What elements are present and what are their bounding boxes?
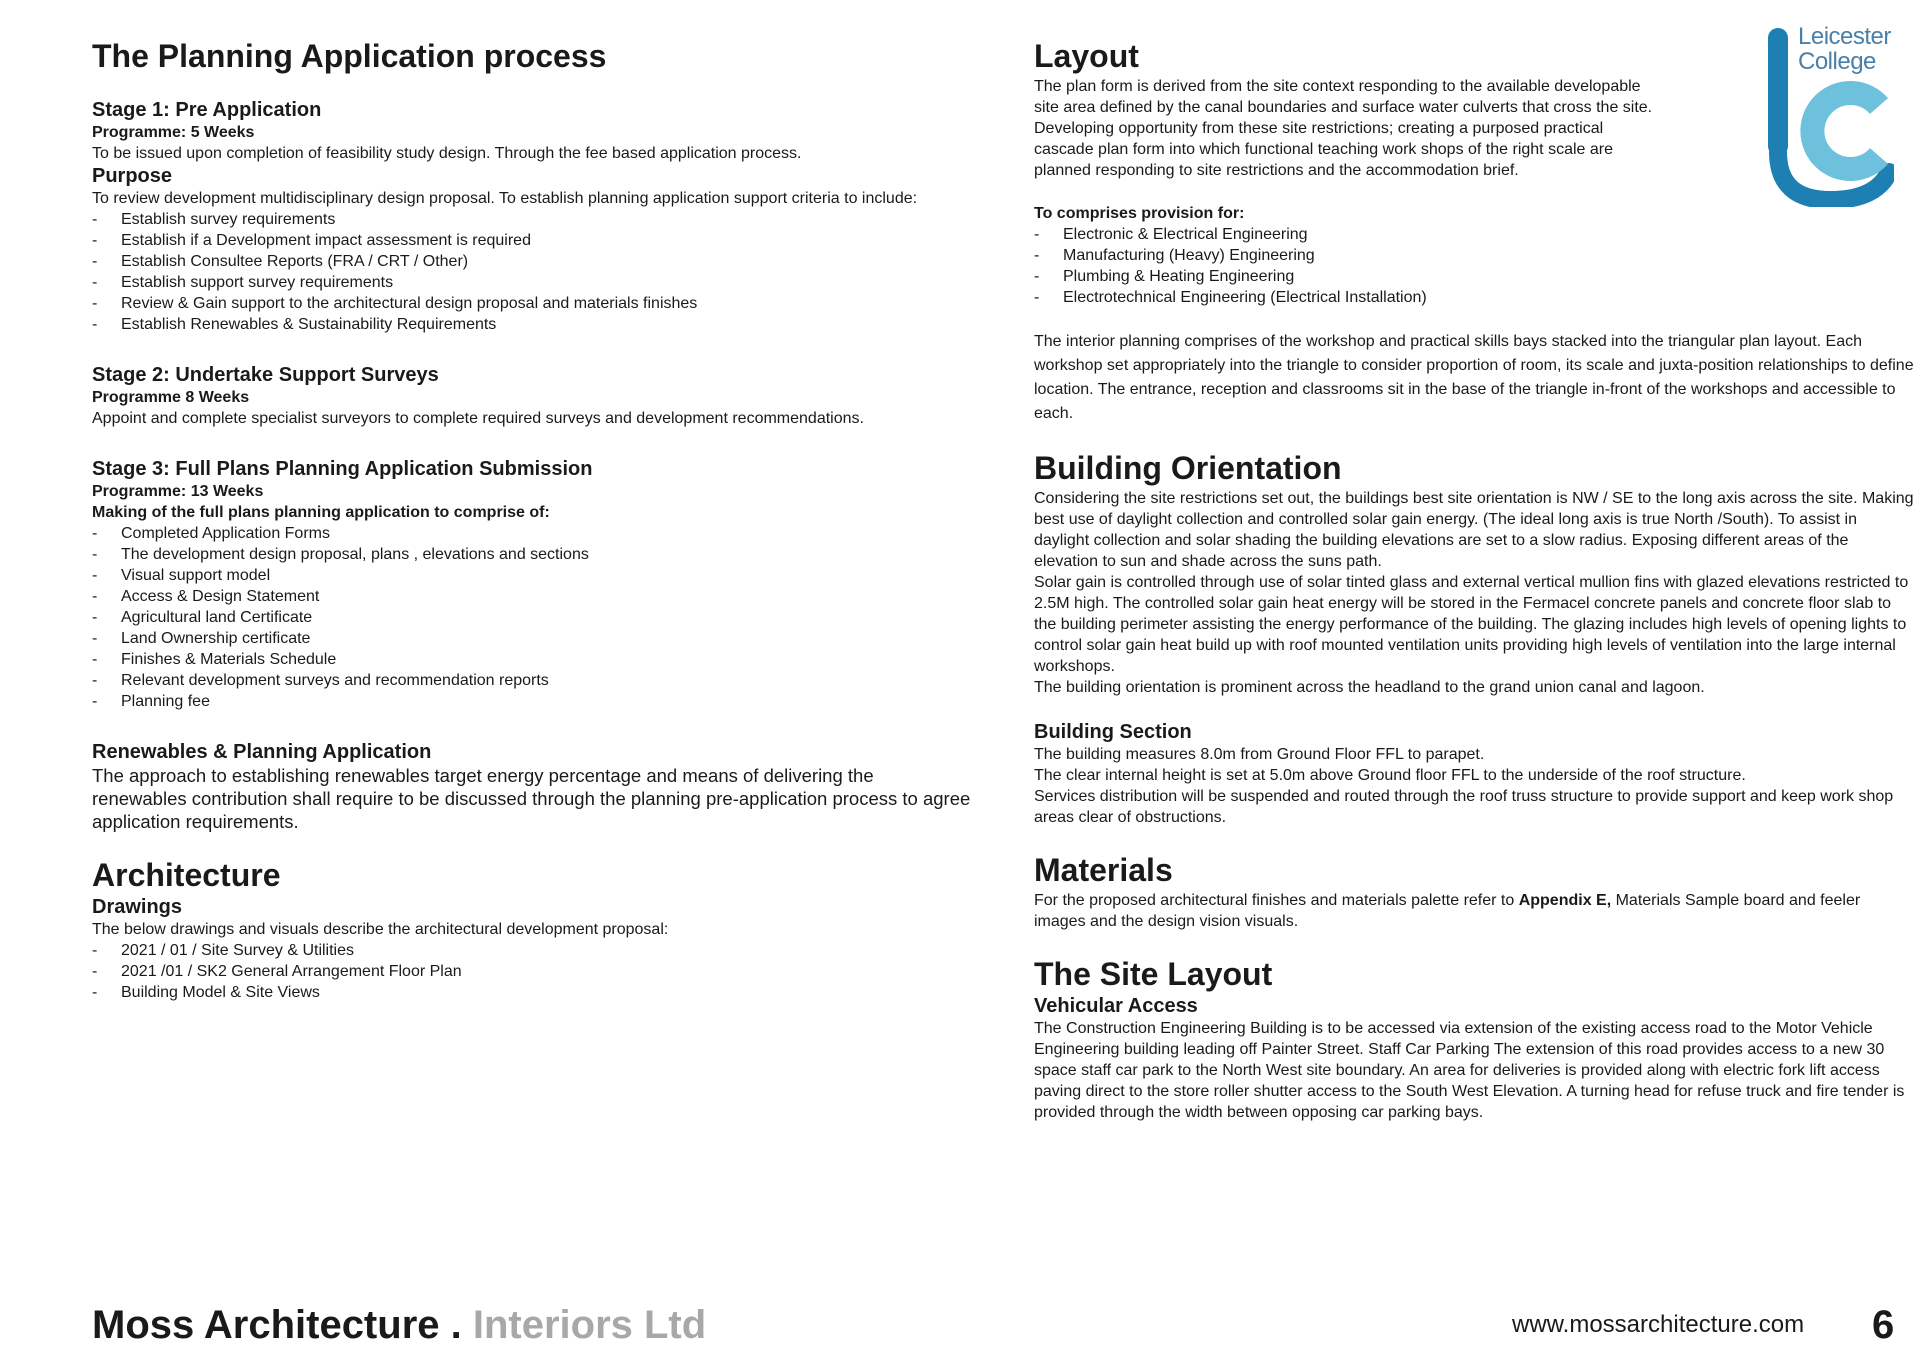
section-text-2: The clear internal height is set at 5.0m above Ground floor FFL to the underside of the roof structure. bbox=[1034, 767, 1746, 784]
stage2-text: Appoint and complete specialist surveyors to complete required surveys and development recommendations. bbox=[92, 410, 864, 427]
logo-line-2: College bbox=[1798, 48, 1876, 75]
materials-text-b: Materials Sample board and feeler images and the design vision visuals. bbox=[1034, 892, 1861, 930]
renewables-text: The approach to establishing renewables target energy percentage and means of delivering the renewables contribution shall require to be discussed through the planning pre-application process to agree application requirements. bbox=[92, 765, 971, 832]
list-item: - Electronic & Electrical Engineering bbox=[1034, 224, 1914, 245]
stage3-programme: Programme: 13 Weeks bbox=[92, 483, 264, 500]
provision-heading: To comprises provision for: bbox=[1034, 205, 1245, 222]
list-item: - 2021 / 01 / Site Survey & Utilities bbox=[92, 940, 972, 961]
footer-brand bbox=[92, 1298, 706, 1352]
list-item: - Establish Consultee Reports (FRA / CRT / Other) bbox=[92, 251, 972, 272]
orientation-text: Considering the site restrictions set out, the buildings best site orientation is NW / SE to the long axis across the site. Making best use of daylight collection and controlled solar gain energy. (The ideal long axis is true North /South). To assist in daylight collection and solar shading the building elevations are set to a slow radius. Exposing different areas of the elevation to sun and shade across the suns path. bbox=[1034, 490, 1914, 570]
left-column bbox=[92, 36, 972, 1003]
section-text-1: The building measures 8.0m from Ground Floor FFL to parapet. bbox=[1034, 746, 1485, 763]
list-item: - Access & Design Statement bbox=[92, 586, 972, 607]
drawings-list bbox=[92, 940, 972, 1003]
orientation-text-3: The building orientation is prominent across the headland to the grand union canal and lagoon. bbox=[1034, 679, 1705, 696]
list-item: - Establish if a Development impact assessment is required bbox=[92, 230, 972, 251]
layout-heading: Layout bbox=[1034, 38, 1139, 74]
logo-c-arc bbox=[1812, 93, 1879, 169]
stage2-programme: Programme 8 Weeks bbox=[92, 389, 250, 406]
stage3-heading: Stage 3: Full Plans Planning Application Submission bbox=[92, 458, 593, 480]
stage3-intro: Making of the full plans planning application to comprise of: bbox=[92, 504, 550, 521]
layout-text: The plan form is derived from the site context responding to the available developable site area defined by the canal boundaries and surface water culverts that cross the site. Developing opportunity from these site restrictions; creating a purposed practical cascade plan form into which functional teaching work shops of the right scale are planned responding to site restrictions and the accommodation brief. bbox=[1034, 78, 1653, 179]
leicester-college-logo bbox=[1764, 22, 1894, 207]
list-item: - Review & Gain support to the architectural design proposal and materials finishes bbox=[92, 293, 972, 314]
brand-suffix: Interiors Ltd bbox=[461, 1303, 707, 1347]
interior-text: The interior planning comprises of the workshop and practical skills bays stacked into the triangular plan layout. Each workshop set appropriately into the triangle to consider proportion of room, its scale and juxta-position relationships to define location. The entrance, reception and classrooms sit in the base of the triangle in-front of the workshops and accessible to each. bbox=[1034, 333, 1914, 422]
materials-text-a: For the proposed architectural finishes and materials palette refer to bbox=[1034, 892, 1519, 909]
vehicular-access-text: The Construction Engineering Building is to be accessed via extension of the existing access road to the Motor Vehicle Engineering building leading off Painter Street. Staff Car Parking The extension of this road provides access to a new 30 space staff car park to the North West site boundary. An area for deliveries is provided along with electric fork lift access paving direct to the store roller shutter access to the South West Elevation. A turning head for refuse truck and fire tender is provided through the width between opposing car parking bays. bbox=[1034, 1020, 1905, 1121]
list-item: - Finishes & Materials Schedule bbox=[92, 649, 972, 670]
website-url: www.mossarchitecture.com bbox=[1512, 1311, 1805, 1338]
section-heading: Building Section bbox=[1034, 721, 1192, 743]
list-item: - Manufacturing (Heavy) Engineering bbox=[1034, 245, 1914, 266]
logo-bar bbox=[1768, 28, 1788, 156]
site-layout-heading: The Site Layout bbox=[1034, 956, 1273, 992]
list-item: - Establish support survey requirements bbox=[92, 272, 972, 293]
list-item: - The development design proposal, plans , elevations and sections bbox=[92, 544, 972, 565]
page-title: The Planning Application process bbox=[92, 38, 607, 74]
list-item: - Visual support model bbox=[92, 565, 972, 586]
vehicular-access-heading: Vehicular Access bbox=[1034, 995, 1198, 1017]
page-number: 6 bbox=[1872, 1303, 1895, 1347]
list-item: - Agricultural land Certificate bbox=[92, 607, 972, 628]
stage1-programme: Programme: 5 Weeks bbox=[92, 124, 255, 141]
purpose-list bbox=[92, 209, 972, 335]
materials-text bbox=[1034, 890, 1914, 932]
renewables-heading: Renewables & Planning Application bbox=[92, 741, 432, 763]
stage1-text: To be issued upon completion of feasibility study design. Through the fee based application process. bbox=[92, 145, 802, 162]
section-text-3: Services distribution will be suspended and routed through the roof truss structure to provide support and keep work shop areas clear of obstructions. bbox=[1034, 788, 1894, 826]
drawings-heading: Drawings bbox=[92, 896, 183, 918]
orientation-text-2: Solar gain is controlled through use of solar tinted glass and external vertical mullion fins with glazed elevations restricted to 2.5M high. The controlled solar gain heat energy will be stored in the Fermacel concrete panels and concrete floor slab to the building perimeter assisting the energy performance of the building. The glazing includes high levels of opening lights to control solar gain heat build up with roof mounted ventilation units providing high levels of ventilation into the large internal workshops. bbox=[1034, 574, 1909, 675]
brand-name: Moss Architecture . bbox=[92, 1303, 462, 1347]
list-item: - Building Model & Site Views bbox=[92, 982, 972, 1003]
logo-line-1: Leicester bbox=[1798, 23, 1891, 50]
stage3-list bbox=[92, 523, 972, 712]
materials-heading: Materials bbox=[1034, 852, 1173, 888]
list-item: - Establish survey requirements bbox=[92, 209, 972, 230]
drawings-text: The below drawings and visuals describe the architectural development proposal: bbox=[92, 921, 669, 938]
list-item: - Electrotechnical Engineering (Electrical Installation) bbox=[1034, 287, 1914, 308]
logo-text bbox=[1798, 24, 1891, 74]
architecture-heading: Architecture bbox=[92, 857, 281, 893]
list-item: - Land Ownership certificate bbox=[92, 628, 972, 649]
list-item: - Plumbing & Heating Engineering bbox=[1034, 266, 1914, 287]
list-item: - Planning fee bbox=[92, 691, 972, 712]
provision-list bbox=[1034, 224, 1914, 308]
appendix-reference: Appendix E, bbox=[1518, 892, 1612, 909]
stage2-heading: Stage 2: Undertake Support Surveys bbox=[92, 364, 439, 386]
purpose-heading: Purpose bbox=[92, 165, 173, 187]
list-item: - 2021 /01 / SK2 General Arrangement Floor Plan bbox=[92, 961, 972, 982]
orientation-heading: Building Orientation bbox=[1034, 450, 1342, 486]
list-item: - Completed Application Forms bbox=[92, 523, 972, 544]
stage1-heading: Stage 1: Pre Application bbox=[92, 99, 322, 121]
purpose-text: To review development multidisciplinary design proposal. To establish planning application support criteria to include: bbox=[92, 190, 918, 207]
list-item: - Relevant development surveys and recommendation reports bbox=[92, 670, 972, 691]
list-item: - Establish Renewables & Sustainability Requirements bbox=[92, 314, 972, 335]
